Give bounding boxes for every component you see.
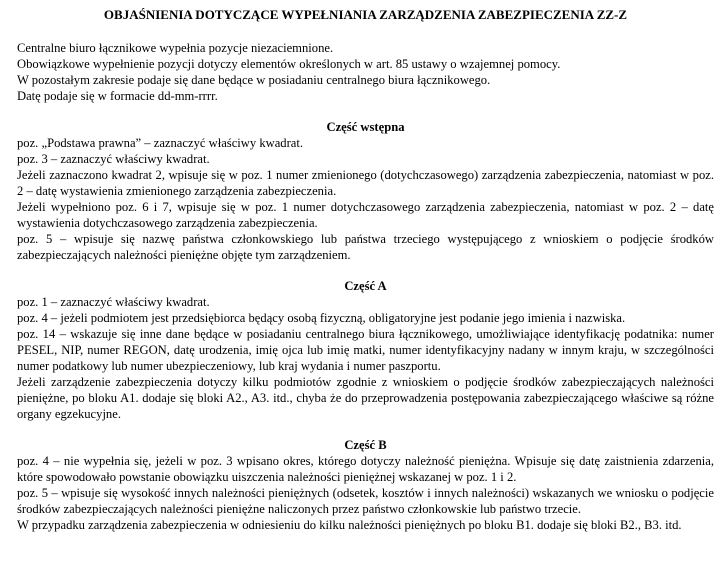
- section-heading: Część A: [344, 279, 387, 293]
- section-paragraph: Jeżeli zaznaczono kwadrat 2, wpisuje się w poz. 1 numer zmienionego (dotychczasowego) zarządzenia zabezpieczenia, natomiast w poz. 2 – datę wystawienia zmienionego zarządzenia zabezpieczenia.: [17, 168, 714, 198]
- intro-line: W pozostałym zakresie podaje się dane będące w posiadaniu centralnego biura łącznikowego.: [17, 73, 491, 87]
- section-paragraph: poz. 3 – zaznaczyć właściwy kwadrat.: [17, 152, 210, 166]
- section-paragraph: Jeżeli zarządzenie zabezpieczenia dotyczy kilku podmiotów zgodnie z wnioskiem o podjęcie środków zabezpieczających należności pieniężne, po bloku A1. dodaje się bloki A2., A3. itd., chyba że do przeprowadzenia postępowania zabezpieczającego właściwe są różne organy egzekucyjne.: [17, 375, 714, 421]
- section-paragraph: poz. 14 – wskazuje się inne dane będące w posiadaniu centralnego biura łącznikowego, umożliwiające identyfikację podatnika: numer PESEL, NIP, numer REGON, datę urodzenia, imię ojca lub imię matki, numer identyfikacyjny nadany w innym kraju, w szczególności numer podatkowy lub numer ubezpieczeniowy, lub kraj wydania i numer paszportu.: [17, 327, 714, 373]
- section-b: [17, 437, 714, 533]
- section-heading: Część wstępna: [326, 120, 405, 134]
- section-paragraph: W przypadku zarządzenia zabezpieczenia w odniesieniu do kilku należności pieniężnych po bloku B1. dodaje się bloki B2., B3. itd.: [17, 518, 682, 532]
- section-paragraph: poz. „Podstawa prawna” – zaznaczyć właściwy kwadrat.: [17, 136, 304, 150]
- section-paragraph: Jeżeli wypełniono poz. 6 i 7, wpisuje się w poz. 1 numer dotychczasowego zarządzenia zabezpieczenia, natomiast w poz. 2 – datę wystawienia dotychczasowego zarządzenia zabezpieczenia.: [17, 200, 714, 230]
- intro-line: Obowiązkowe wypełnienie pozycji dotyczy elementów określonych w art. 85 ustawy o wzajemnej pomocy.: [17, 57, 561, 71]
- intro-section: [17, 40, 714, 104]
- section-paragraph: poz. 4 – jeżeli podmiotem jest przedsiębiorca będący osobą fizyczną, obligatoryjne jest podanie jego imienia i nazwiska.: [17, 311, 626, 325]
- intro-line: Datę podaje się w formacie dd-mm-rrrr.: [17, 89, 218, 103]
- section-paragraph: poz. 4 – nie wypełnia się, jeżeli w poz. 3 wpisano okres, którego dotyczy należność pieniężna. Wpisuje się datę zaistnienia zdarzenia, które spowodowało powstanie obowiązku uiszczenia należności pieniężnej wskazanej w poz. 1 i 2.: [17, 454, 714, 484]
- section-paragraph: poz. 5 – wpisuje się wysokość innych należności pieniężnych (odsetek, kosztów i innych należności) wskazanych we wniosku o podjęcie środków zabezpieczających należności pieniężne naliczonych przez państwo członkowskie lub państwo trzecie.: [17, 486, 714, 516]
- intro-line: Centralne biuro łącznikowe wypełnia pozycje niezaciemnione.: [17, 41, 334, 55]
- section-a: [17, 278, 714, 422]
- section-paragraph: poz. 5 – wpisuje się nazwę państwa członkowskiego lub państwa trzeciego występującego z wnioskiem o podjęcie środków zabezpieczających należności pieniężne objęte tym zarządzeniem.: [17, 232, 714, 262]
- document-title: OBJAŚNIENIA DOTYCZĄCE WYPEŁNIANIA ZARZĄDZENIA ZABEZPIECZENIA ZZ-Z: [103, 7, 628, 22]
- section-heading: Część B: [344, 438, 387, 452]
- section-wstepna: [17, 119, 714, 263]
- section-paragraph: poz. 1 – zaznaczyć właściwy kwadrat.: [17, 295, 210, 309]
